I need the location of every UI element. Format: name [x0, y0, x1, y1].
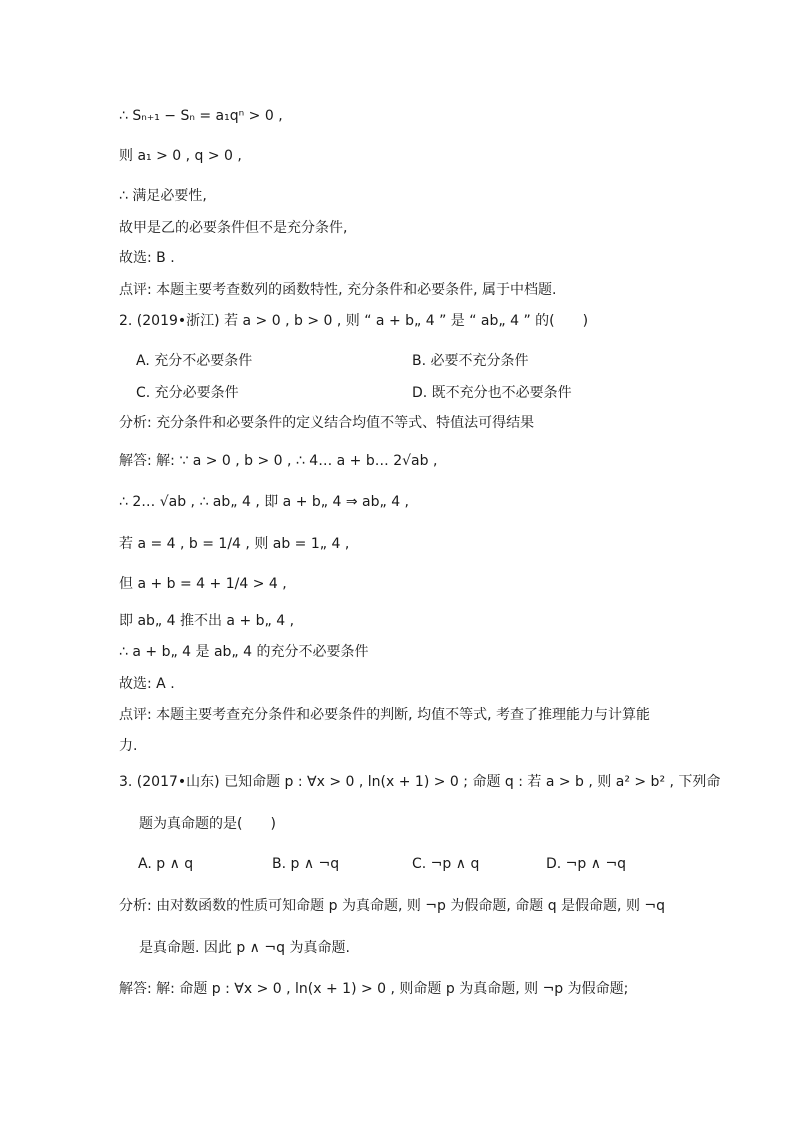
text-line: 故选: B .	[119, 250, 175, 266]
text-line: 若 a = 4 , b = 1/4 , 则 ab = 1„ 4 ,	[119, 536, 350, 552]
text-line: 则 a₁ > 0 , q > 0 ,	[119, 148, 242, 164]
text-line: 但 a + b = 4 + 1/4 > 4 ,	[119, 576, 287, 592]
text-line: 故选: A .	[119, 676, 175, 692]
q2-option-c: C. 充分必要条件	[136, 385, 239, 401]
comment-line: 点评: 本题主要考查数列的函数特性, 充分条件和必要条件, 属于中档题.	[119, 282, 557, 298]
solution-line: 解答: 解: ∵ a > 0 , b > 0 , ∴ 4… a + b… 2√ab ,	[119, 453, 438, 469]
question-2-stem: 2. (2019•浙江) 若 a > 0 , b > 0 , 则 “ a + b„ 4 ” 是 “ ab„ 4 ” 的( )	[119, 313, 589, 329]
q2-option-b: B. 必要不充分条件	[412, 353, 529, 369]
text-line: ∴ Sₙ₊₁ − Sₙ = a₁qⁿ > 0 ,	[119, 108, 283, 124]
q3-option-b: B. p ∧ ¬q	[272, 856, 340, 872]
analysis-line-cont: 是真命题. 因此 p ∧ ¬q 为真命题.	[139, 940, 350, 956]
q3-option-d: D. ¬p ∧ ¬q	[546, 856, 627, 872]
question-3-stem: 3. (2017•山东) 已知命题 p : ∀x > 0 , ln(x + 1) > 0 ; 命题 q : 若 a > b , 则 a² > b² , 下列命	[119, 774, 721, 790]
comment-line-cont: 力.	[119, 738, 138, 754]
question-3-stem-cont: 题为真命题的是( )	[139, 816, 276, 832]
q2-option-d: D. 既不充分也不必要条件	[412, 385, 572, 401]
q2-option-a: A. 充分不必要条件	[136, 353, 253, 369]
text-line: 故甲是乙的必要条件但不是充分条件,	[119, 220, 348, 236]
text-line: 即 ab„ 4 推不出 a + b„ 4 ,	[119, 613, 295, 629]
text-line: ∴ a + b„ 4 是 ab„ 4 的充分不必要条件	[119, 644, 369, 660]
analysis-line: 分析: 充分条件和必要条件的定义结合均值不等式、特值法可得结果	[119, 415, 535, 431]
q3-option-a: A. p ∧ q	[138, 856, 194, 872]
comment-line: 点评: 本题主要考查充分条件和必要条件的判断, 均值不等式, 考查了推理能力与计算能	[119, 707, 650, 723]
analysis-line: 分析: 由对数函数的性质可知命题 p 为真命题, 则 ¬p 为假命题, 命题 q 是假命题, 则 ¬q	[119, 898, 666, 914]
solution-line: 解答: 解: 命题 p : ∀x > 0 , ln(x + 1) > 0 , 则命题 p 为真命题, 则 ¬p 为假命题;	[119, 981, 629, 997]
text-line: ∴ 2… √ab , ∴ ab„ 4 , 即 a + b„ 4 ⇒ ab„ 4 ,	[119, 494, 410, 510]
q3-option-c: C. ¬p ∧ q	[412, 856, 480, 872]
text-line: ∴ 满足必要性,	[119, 188, 207, 204]
